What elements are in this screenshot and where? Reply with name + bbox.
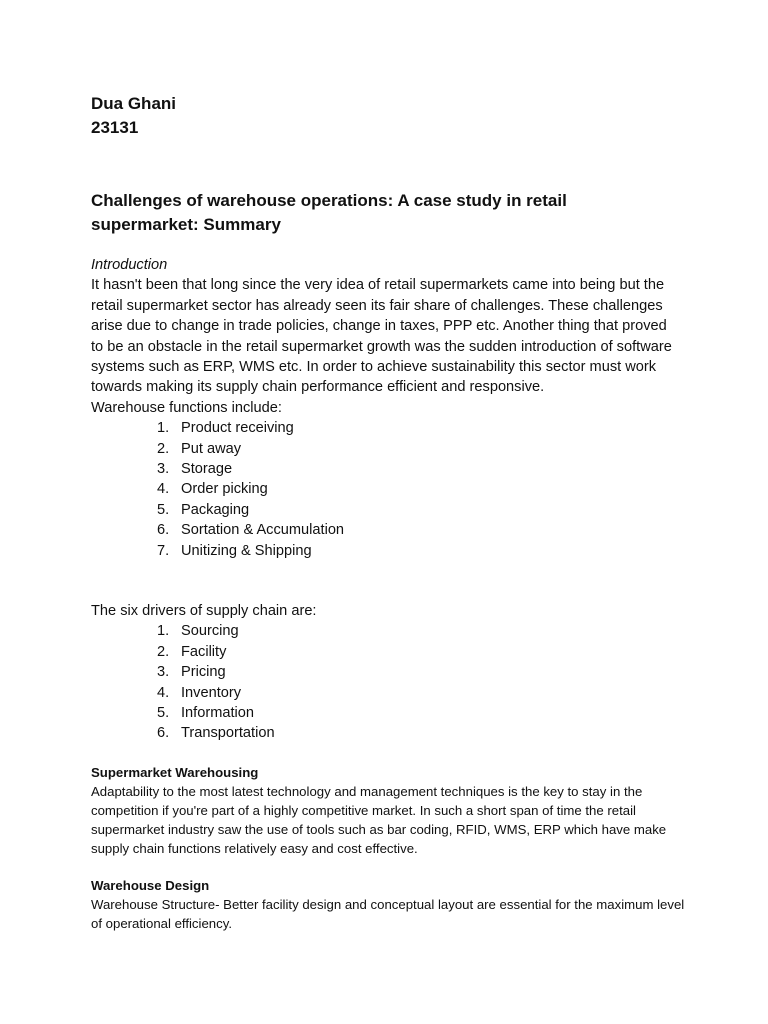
list-item-number: 2. bbox=[157, 643, 170, 660]
list-item-number: 6. bbox=[157, 725, 170, 742]
list-item bbox=[91, 703, 681, 723]
list-item-text: Sortation & Accumulation bbox=[181, 522, 345, 539]
list-item-text: Packaging bbox=[181, 501, 250, 518]
list-item bbox=[91, 621, 681, 641]
list-item-number: 7. bbox=[157, 542, 170, 559]
list-item-text: Product receiving bbox=[181, 420, 294, 437]
list-item-text: Transportation bbox=[181, 725, 275, 742]
list-item-number: 4. bbox=[157, 481, 170, 498]
list-item-text: Unitizing & Shipping bbox=[181, 542, 312, 559]
list-item-number: 6. bbox=[157, 522, 170, 539]
list-item-text: Pricing bbox=[181, 664, 226, 681]
list-item bbox=[91, 418, 681, 438]
list-item bbox=[91, 520, 681, 540]
section-paragraph: Adaptability to the most latest technology and management techniques is the key to stay in the competition if you're part of a highly competitive market. In such a short span of time the retail supermarket industry saw the use of tools such as bar coding, RFID, WMS, ERP which have make supply chain functions relatively easy and cost effective. bbox=[91, 784, 667, 856]
list-item-text: Facility bbox=[181, 643, 227, 660]
document-title: Challenges of warehouse operations: A case study in retail supermarket: Summary bbox=[91, 191, 567, 234]
introduction-label: Introduction bbox=[91, 257, 168, 273]
list-item-text: Information bbox=[181, 704, 255, 721]
document-page bbox=[91, 92, 691, 931]
list-item bbox=[91, 459, 681, 479]
list-item-number: 3. bbox=[157, 664, 170, 681]
list-item-number: 4. bbox=[157, 684, 170, 701]
list-item bbox=[91, 662, 681, 682]
list-item-text: Inventory bbox=[181, 684, 242, 701]
list-item bbox=[91, 723, 681, 743]
list-item-number: 1. bbox=[157, 420, 170, 437]
list-item bbox=[91, 500, 681, 520]
warehouse-functions-heading: Warehouse functions include: bbox=[91, 399, 282, 416]
list-item-text: Storage bbox=[181, 461, 233, 478]
list-item bbox=[91, 439, 681, 459]
list-item-number: 3. bbox=[157, 461, 170, 478]
author-id: 23131 bbox=[91, 118, 139, 137]
supply-chain-drivers-heading: The six drivers of supply chain are: bbox=[91, 603, 317, 619]
list-item-number: 2. bbox=[157, 440, 170, 457]
list-item-text: Sourcing bbox=[181, 623, 239, 640]
supply-chain-drivers-section bbox=[91, 601, 681, 744]
section-heading: Supermarket Warehousing bbox=[91, 765, 259, 780]
section-paragraph: Warehouse Structure- Better facility design and conceptual layout are essential for the maximum level of operational efficiency. bbox=[91, 897, 685, 931]
warehouse-functions-list bbox=[91, 418, 681, 561]
list-item-number: 5. bbox=[157, 704, 170, 721]
list-item bbox=[91, 479, 681, 499]
list-item bbox=[91, 683, 681, 703]
supermarket-warehousing-section bbox=[91, 763, 691, 858]
supply-chain-drivers-list bbox=[91, 621, 681, 743]
list-item-number: 5. bbox=[157, 501, 170, 518]
list-item-text: Put away bbox=[181, 440, 242, 457]
list-item-text: Order picking bbox=[181, 481, 268, 498]
list-item bbox=[91, 642, 681, 662]
author-name: Dua Ghani bbox=[91, 94, 177, 113]
introduction-paragraph: It hasn't been that long since the very idea of retail supermarkets came into being but the retail supermarket sector has already seen its fair share of challenges. These challenges arise due to change in trade policies, change in taxes, PPP etc. Another thing that proved to be an obstacle in the retail supermarket growth was the sudden introduction of software systems such as ERP, WMS etc. In order to achieve sustainability this sector must work towards making its supply chain performance efficient and responsive. bbox=[91, 277, 672, 396]
warehouse-design-section bbox=[91, 876, 691, 933]
section-heading: Warehouse Design bbox=[91, 878, 210, 893]
list-item-number: 1. bbox=[157, 623, 170, 640]
introduction-section bbox=[91, 255, 681, 561]
list-item bbox=[91, 541, 681, 561]
